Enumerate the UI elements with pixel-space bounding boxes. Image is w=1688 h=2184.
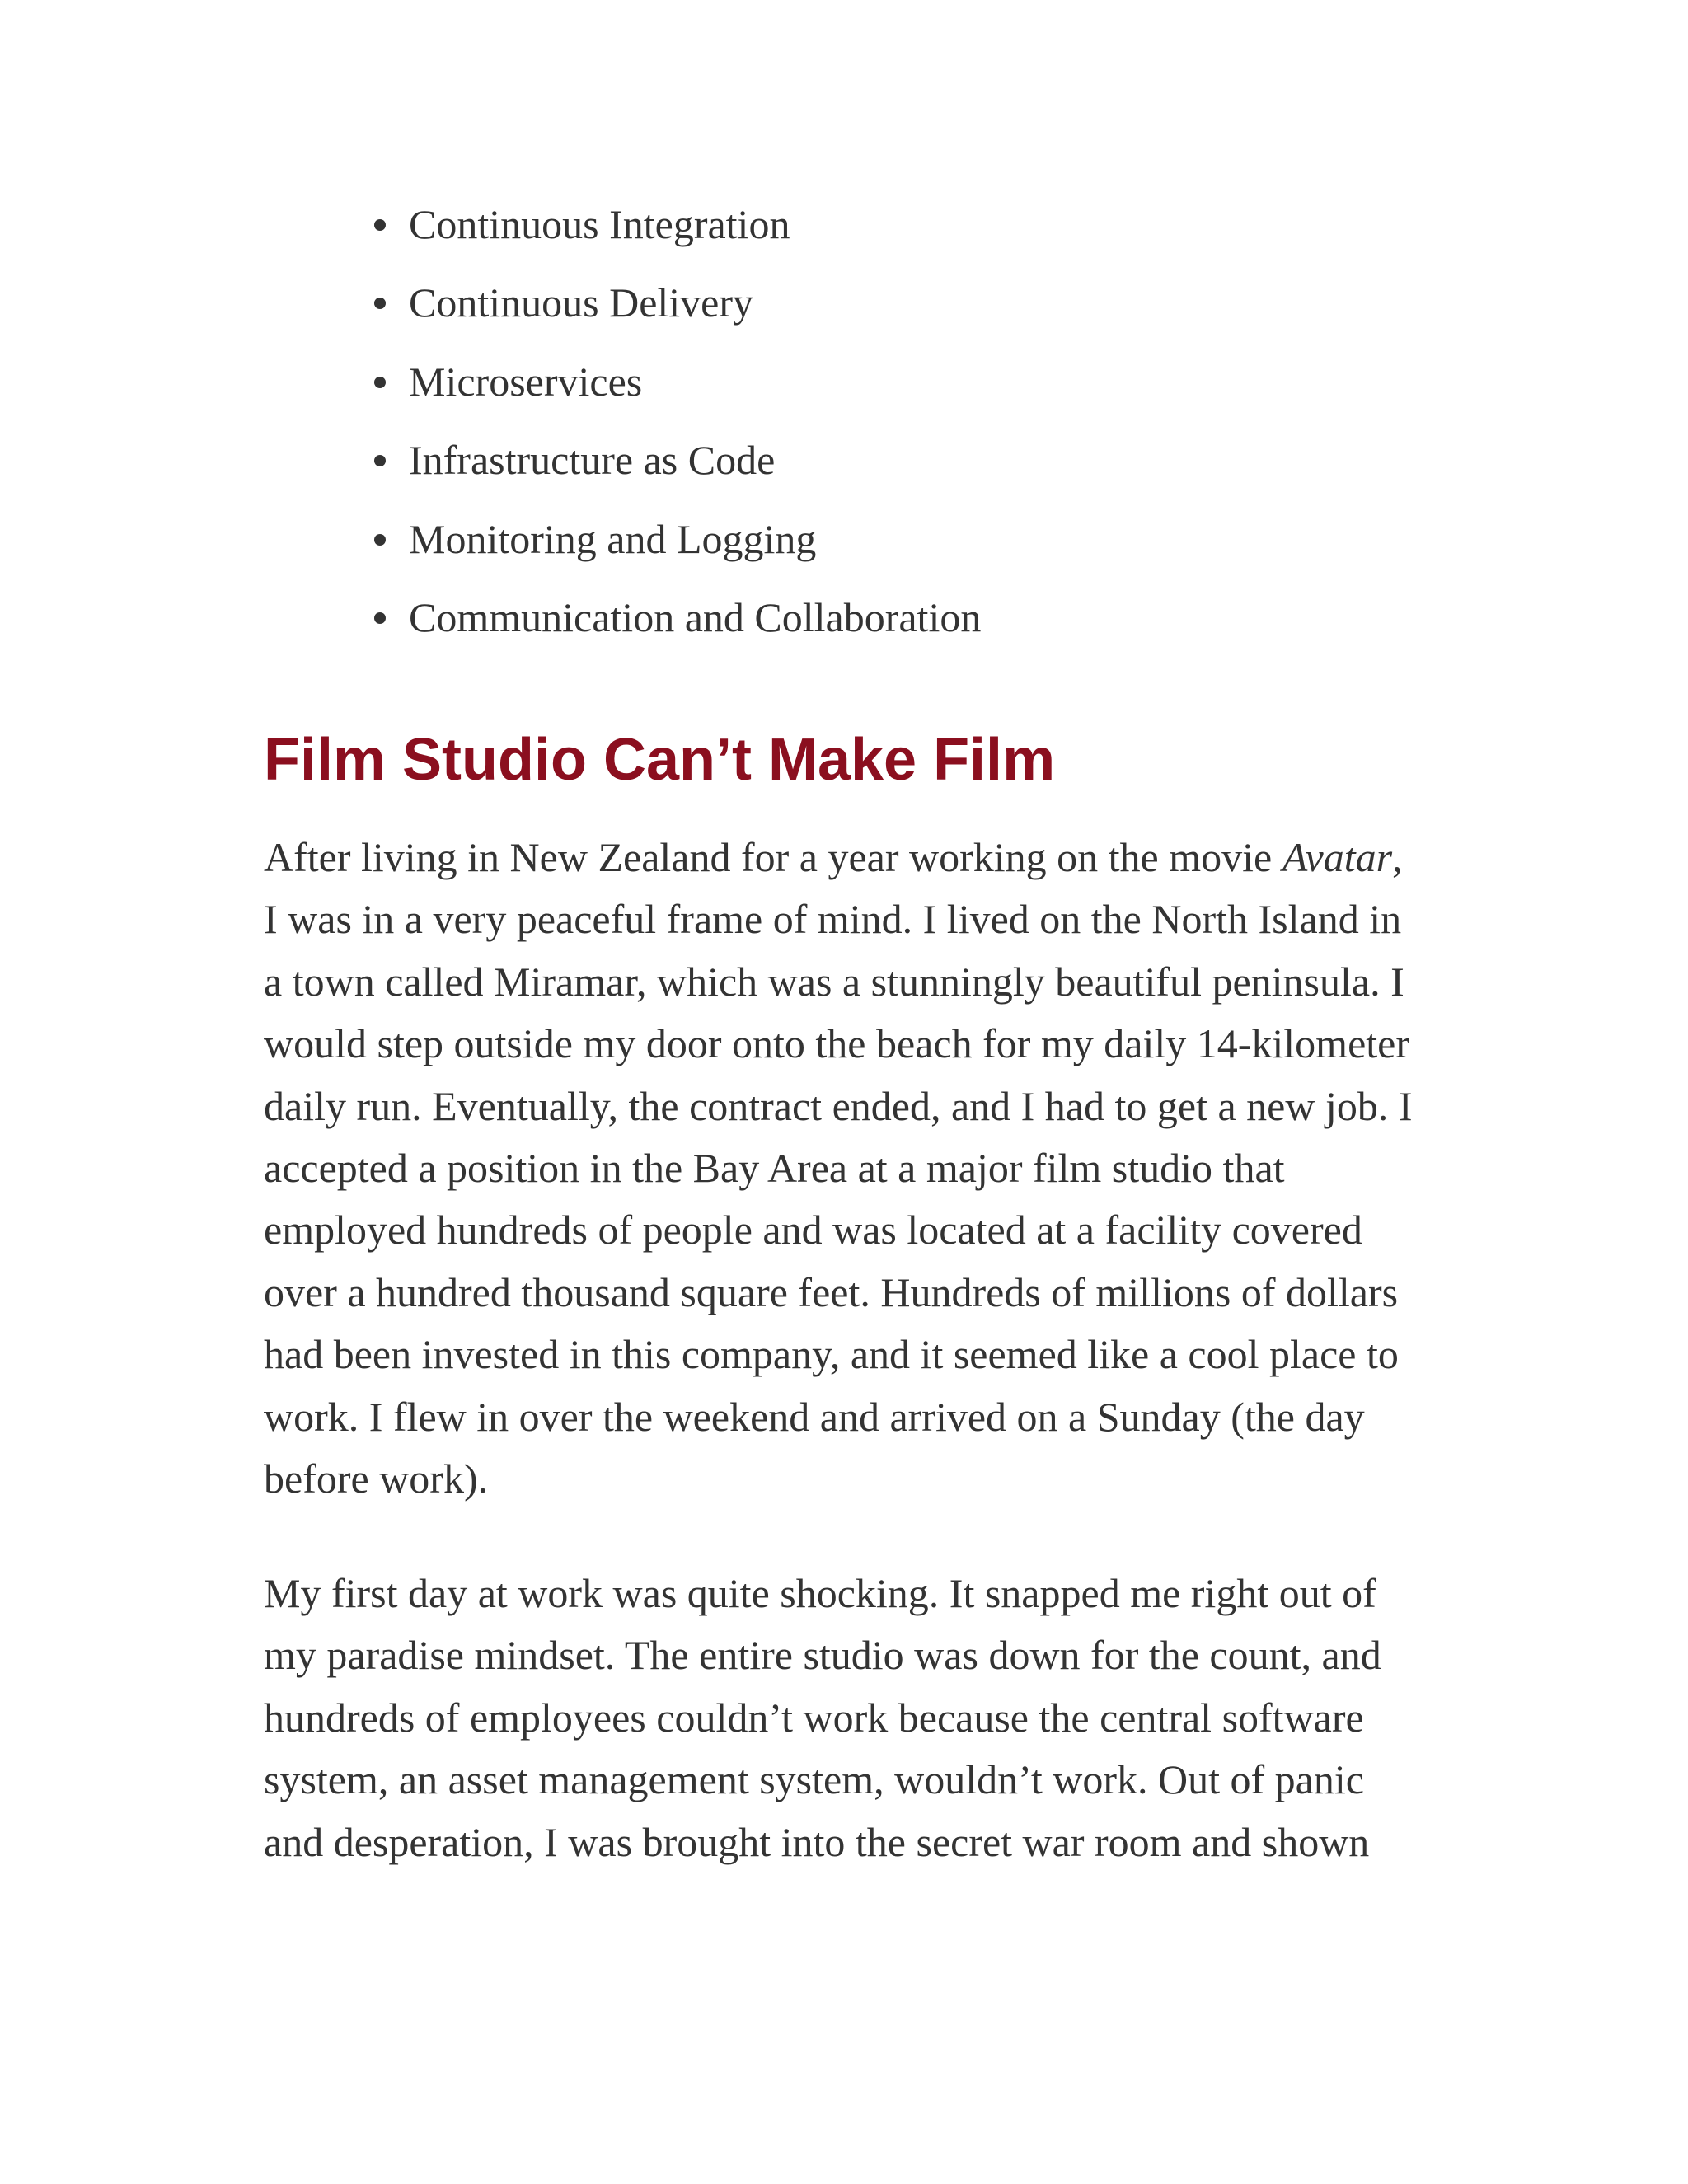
text-line: would step outside my door onto the beach for my daily 14-kilometer (264, 1020, 1409, 1067)
text-line (264, 827, 1434, 888)
text-line: hundreds of employees couldn’t work because the central software (264, 1694, 1364, 1741)
text-line: I was in a very peaceful frame of mind. I lived on the North Island in (264, 896, 1402, 943)
bullet-icon (374, 219, 386, 231)
body-paragraph (264, 1563, 1434, 1873)
bullet-icon (374, 455, 386, 466)
text-line: over a hundred thousand square feet. Hundreds of millions of dollars (264, 1268, 1399, 1315)
text-line: and desperation, I was brought into the secret war room and shown (264, 1818, 1370, 1865)
list-item-text: Communication and Collaboration (409, 593, 982, 640)
text-segment: After living in New Zealand for a year working on the movie (264, 834, 1282, 880)
text-line: system, an asset management system, wouldn’t work. Out of panic (264, 1756, 1364, 1803)
text-line: had been invested in this company, and it seemed like a cool place to (264, 1331, 1399, 1378)
text-segment: , (1392, 834, 1403, 880)
list-item (409, 276, 981, 354)
list-item-text: Continuous Delivery (409, 279, 754, 326)
list-item (409, 434, 981, 512)
text-line: accepted a position in the Bay Area at a major film studio that (264, 1145, 1285, 1192)
body-paragraph (264, 827, 1434, 1510)
list-item-text: Microservices (409, 358, 643, 405)
list-item (409, 591, 981, 669)
list-item (409, 355, 981, 434)
bullet-list (409, 198, 981, 669)
movie-title: Avatar (1282, 834, 1393, 880)
bullet-icon (374, 298, 386, 309)
text-line: My first day at work was quite shocking. It snapped me right out of (264, 1570, 1376, 1616)
text-line: daily run. Eventually, the contract ended, and I had to get a new job. I (264, 1082, 1413, 1129)
list-item (409, 513, 981, 591)
text-line: a town called Miramar, which was a stunningly beautiful peninsula. I (264, 958, 1404, 1005)
list-item-text: Infrastructure as Code (409, 437, 776, 484)
text-line: work. I flew in over the weekend and arrived on a Sunday (the day (264, 1393, 1365, 1440)
list-item (409, 198, 981, 276)
text-line: before work). (264, 1455, 489, 1502)
bullet-icon (374, 377, 386, 388)
bullet-icon (374, 612, 386, 624)
list-item-text: Continuous Integration (409, 201, 790, 247)
text-line: my paradise mindset. The entire studio was down for the count, and (264, 1632, 1381, 1679)
section-heading: Film Studio Can’t Make Film (264, 727, 1056, 793)
list-item-text: Monitoring and Logging (409, 515, 817, 562)
bullet-icon (374, 534, 386, 546)
text-line: employed hundreds of people and was located at a facility covered (264, 1207, 1362, 1254)
